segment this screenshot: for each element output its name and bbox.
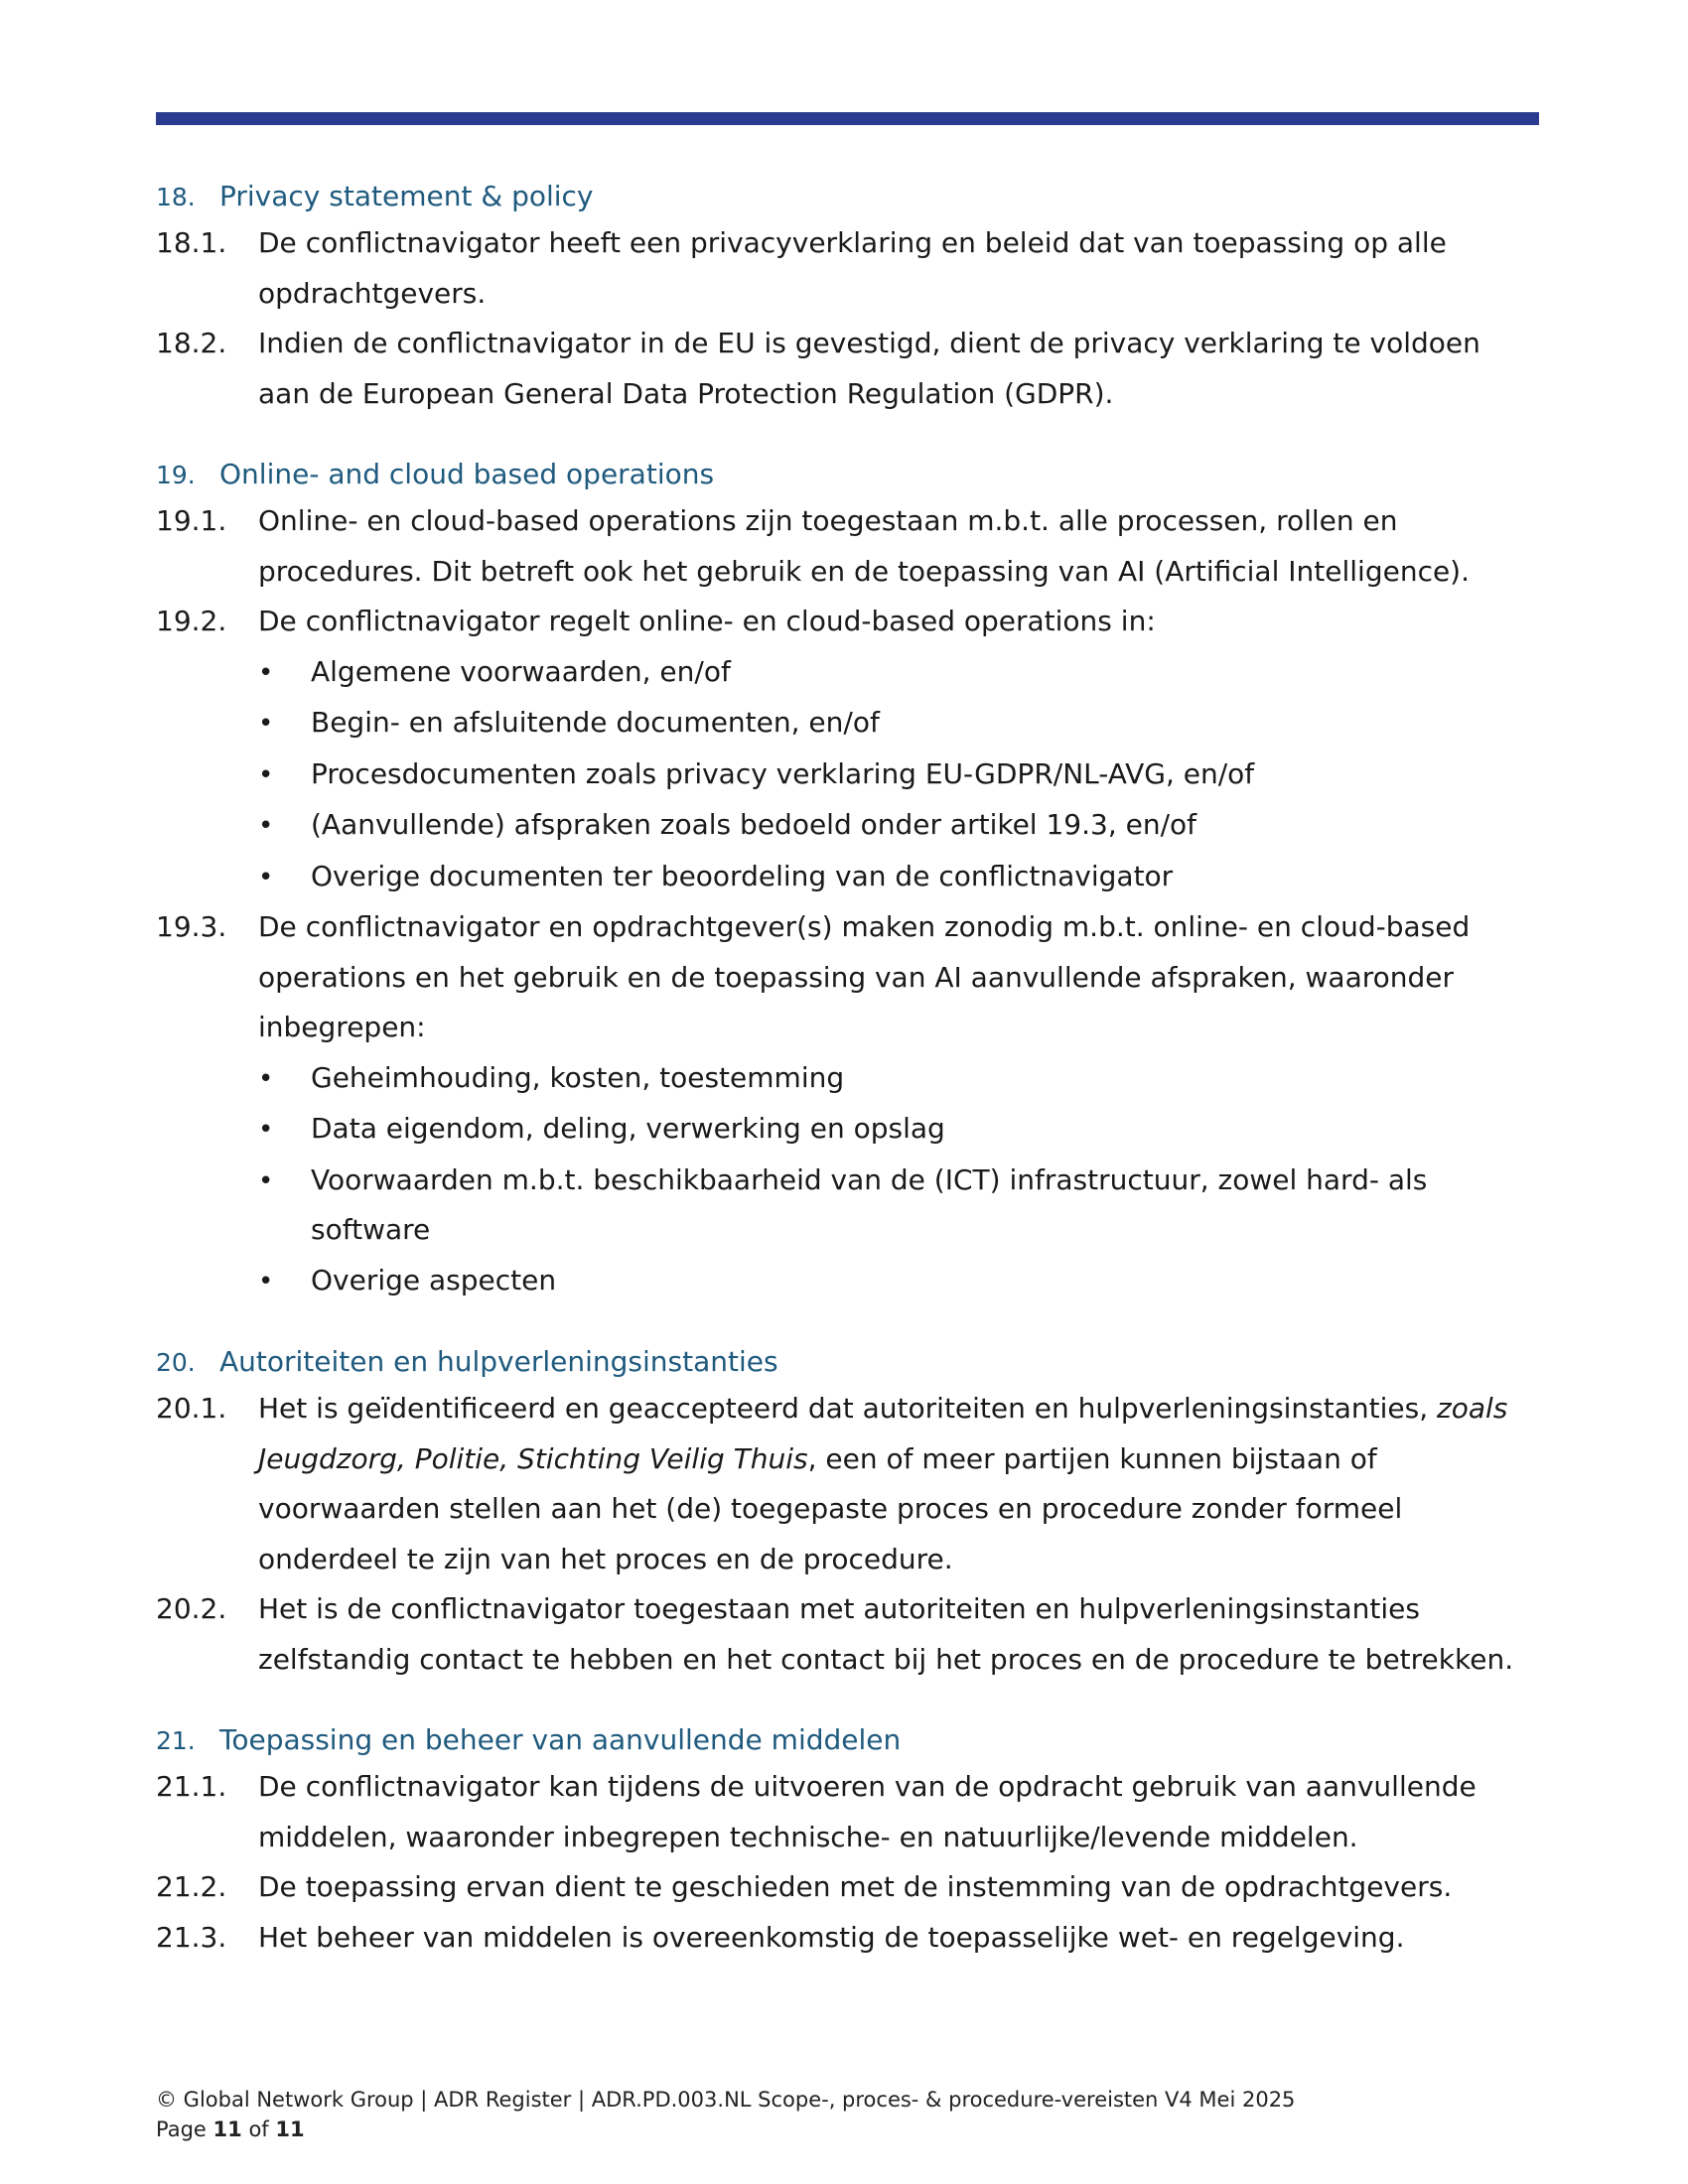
clause-number: 18.2. <box>156 327 227 359</box>
section-number: 18. <box>156 183 196 211</box>
clause-text: Indien de conflictnavigator in de EU is gevestigd, dient de privacy verklaring te voldoen aan de European General Data Protection Regulation (GDPR). <box>258 327 1480 410</box>
clause-text: Het is de conflictnavigator toegestaan met autoriteiten en hulpverleningsinstanties zelfstandig contact te hebben en het contact bij het proces en de procedure te betrekken. <box>258 1592 1514 1676</box>
clause-19-2 <box>156 597 1539 647</box>
list-item-text: Overige documenten ter beoordeling van de conflictnavigator <box>311 859 1174 892</box>
clause-18-1 <box>156 218 1539 319</box>
list-item-text: Data eigendom, deling, verwerking en opslag <box>311 1112 945 1145</box>
section-title: Toepassing en beheer van aanvullende middelen <box>219 1723 902 1756</box>
page-footer <box>156 2085 1295 2144</box>
clause-number: 20.1. <box>156 1392 227 1425</box>
page-of: of <box>248 2117 269 2141</box>
clause-text: Het beheer van middelen is overeenkomstig de toepasselijke wet- en regelgeving. <box>258 1920 1405 1954</box>
list-item-text: Algemene voorwaarden, en/of <box>311 654 731 688</box>
list-item-text: Begin- en afsluitende documenten, en/of <box>311 706 880 739</box>
section-heading <box>156 175 1539 218</box>
bullet-icon <box>156 698 311 750</box>
list-item <box>156 852 1539 903</box>
clause-number: 20.2. <box>156 1592 227 1625</box>
section-number: 19. <box>156 461 196 489</box>
clause-text: De toepassing ervan dient te geschieden met de instemming van de opdrachtgevers. <box>258 1870 1453 1903</box>
clause-21-3 <box>156 1913 1539 1964</box>
list-item-text: Geheimhouding, kosten, toestemming <box>311 1060 845 1094</box>
list-item <box>156 698 1539 750</box>
list-item-text: Voorwaarden m.b.t. beschikbaarheid van de (ICT) infrastructuur, zowel hard- als software <box>311 1162 1428 1246</box>
clause-number: 21.2. <box>156 1870 227 1903</box>
document-body <box>156 175 1539 1996</box>
list-item <box>156 1104 1539 1156</box>
clause-number: 19.1. <box>156 504 227 537</box>
bullet-icon <box>156 1256 311 1307</box>
clause-number: 18.1. <box>156 226 227 259</box>
bullet-icon <box>156 750 311 801</box>
section-heading <box>156 1718 1539 1762</box>
list-item <box>156 1156 1539 1256</box>
clause-20-2 <box>156 1584 1539 1685</box>
section-21 <box>156 1718 1539 1963</box>
bullet-icon <box>156 647 311 699</box>
section-title: Autoriteiten en hulpverleningsinstanties <box>219 1345 778 1378</box>
clause-text-italic: zoals Jeugdzorg, Politie, Stichting Veilig Thuis <box>258 1392 1508 1475</box>
list-item-text: Overige aspecten <box>311 1263 557 1297</box>
clause-text-end: , een of meer partijen kunnen bijstaan of voorwaarden stellen aan het (de) toegepaste proces en procedure zonder formeel onderdeel te zijn van het proces en de procedure. <box>258 1441 1403 1575</box>
section-heading <box>156 453 1539 496</box>
clause-text: De conflictnavigator en opdrachtgever(s) maken zonodig m.b.t. online- en cloud-based operations en het gebruik en de toepassing van AI aanvullende afspraken, waaronder inbegrepen: <box>258 910 1471 1043</box>
list-item <box>156 1256 1539 1307</box>
clause-19-1 <box>156 496 1539 597</box>
section-number: 20. <box>156 1348 196 1377</box>
page-number <box>156 2115 1295 2144</box>
section-18 <box>156 175 1539 419</box>
bullet-icon <box>156 1156 311 1256</box>
clause-number: 19.2. <box>156 605 227 637</box>
clause-19-3 <box>156 902 1539 1053</box>
page-current: 11 <box>212 2117 242 2141</box>
section-number: 21. <box>156 1726 196 1755</box>
clause-text: De conflictnavigator heeft een privacyverklaring en beleid dat van toepassing op alle opdrachtgevers. <box>258 226 1447 310</box>
clause-text: De conflictnavigator kan tijdens de uitvoeren van de opdracht gebruik van aanvullende middelen, waaronder inbegrepen technische- en natuurlijke/levende middelen. <box>258 1770 1477 1853</box>
footer-copyright: © Global Network Group | ADR Register | ADR.PD.003.NL Scope-, proces- & procedure-vereisten V4 Mei 2025 <box>156 2088 1296 2112</box>
section-19 <box>156 453 1539 1306</box>
bullet-icon <box>156 1104 311 1156</box>
list-item-text: Procesdocumenten zoals privacy verklaring EU-GDPR/NL-AVG, en/of <box>311 756 1255 790</box>
list-item-text: (Aanvullende) afspraken zoals bedoeld onder artikel 19.3, en/of <box>311 808 1197 841</box>
clause-text: Online- en cloud-based operations zijn toegestaan m.b.t. alle processen, rollen en procedures. Dit betreft ook het gebruik en de toepassing van AI (Artificial Intelligence). <box>258 504 1471 588</box>
bullet-list-19-3 <box>156 1053 1539 1307</box>
page-total: 11 <box>275 2117 305 2141</box>
list-item <box>156 800 1539 852</box>
clause-18-2 <box>156 319 1539 419</box>
section-title: Privacy statement & policy <box>219 180 594 212</box>
list-item <box>156 1053 1539 1105</box>
clause-number: 19.3. <box>156 910 227 943</box>
section-heading <box>156 1340 1539 1384</box>
bullet-icon <box>156 800 311 852</box>
page-label: Page <box>156 2117 207 2141</box>
header-rule <box>156 112 1539 125</box>
clause-number: 21.3. <box>156 1920 227 1954</box>
bullet-icon <box>156 1053 311 1105</box>
clause-21-1 <box>156 1762 1539 1862</box>
clause-text: De conflictnavigator regelt online- en cloud-based operations in: <box>258 605 1156 637</box>
section-20 <box>156 1340 1539 1685</box>
list-item <box>156 750 1539 801</box>
clause-text <box>258 1384 1539 1584</box>
list-item <box>156 647 1539 699</box>
clause-number: 21.1. <box>156 1770 227 1803</box>
bullet-icon <box>156 852 311 903</box>
clause-21-2 <box>156 1862 1539 1913</box>
bullet-list-19-2 <box>156 647 1539 903</box>
clause-text-start: Het is geïdentificeerd en geaccepteerd dat autoriteiten en hulpverleningsinstanties, <box>258 1392 1438 1425</box>
section-title: Online- and cloud based operations <box>219 458 715 490</box>
clause-20-1 <box>156 1384 1539 1584</box>
